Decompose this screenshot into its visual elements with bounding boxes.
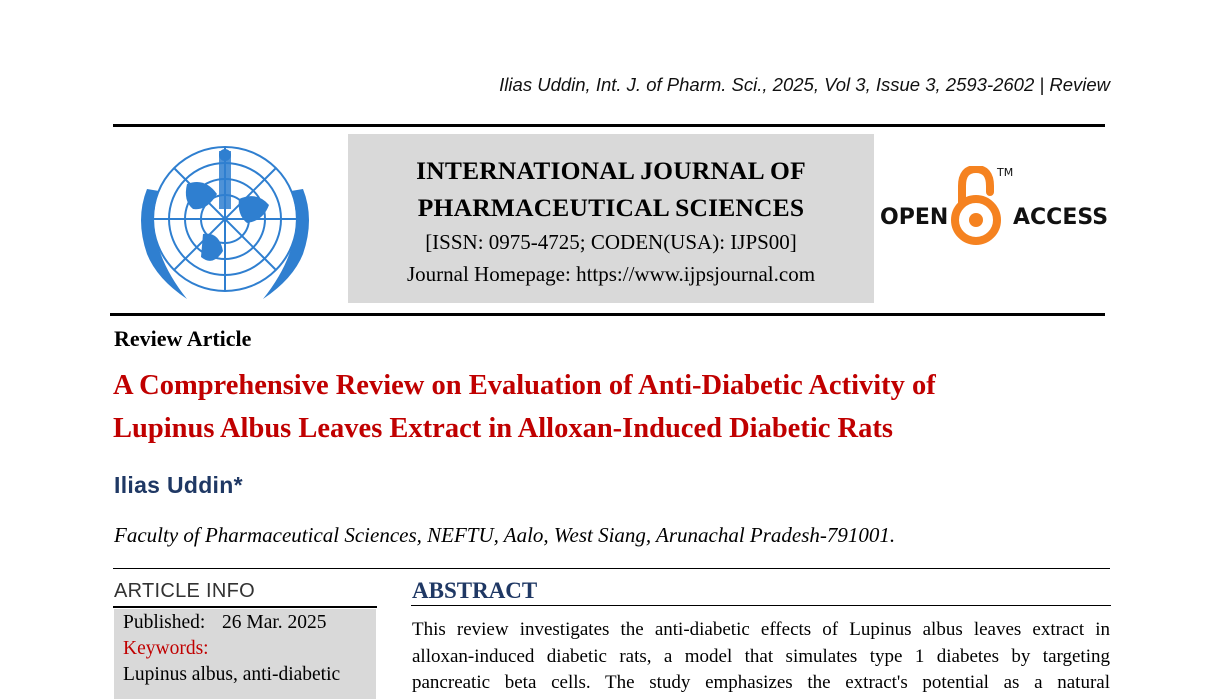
- author-affiliation: Faculty of Pharmaceutical Sciences, NEFTU, Aalo, West Siang, Arunachal Pradesh-791001.: [114, 523, 896, 547]
- article-title-line2: Lupinus Albus Leaves Extract in Alloxan-Induced Diabetic Rats: [113, 413, 893, 444]
- open-access-right-text: ACCESS: [1013, 205, 1109, 230]
- article-info-rule: [113, 606, 377, 608]
- section-divider: [113, 568, 1110, 569]
- abstract-line: pancreatic beta cells. The study emphasizes the extract's potential as a natural: [412, 672, 1110, 693]
- open-lock-icon: [955, 169, 997, 241]
- article-type: Review Article: [114, 326, 252, 351]
- open-access-trademark: TM: [997, 166, 1014, 179]
- un-emblem-logo-icon: [127, 139, 323, 306]
- published-label: Published:: [123, 612, 206, 633]
- keywords-value: Lupinus albus, anti-diabetic: [123, 664, 341, 685]
- article-title: [113, 364, 1093, 450]
- abstract-line: This review investigates the anti-diabetic effects of Lupinus albus leaves extract in: [412, 619, 1110, 640]
- keywords-label: Keywords:: [123, 638, 209, 659]
- journal-name-line1: INTERNATIONAL JOURNAL OF: [416, 156, 806, 185]
- article-info-heading: ARTICLE INFO: [114, 580, 256, 602]
- abstract-rule: [411, 605, 1111, 606]
- published-date: 26 Mar. 2025: [222, 612, 327, 633]
- abstract-line: alloxan-induced diabetic rats, a model that simulates type 1 diabetes by targeting: [412, 645, 1110, 667]
- open-access-left-text: OPEN: [880, 205, 949, 230]
- journal-header-box: [348, 134, 874, 303]
- article-info-box: [114, 609, 376, 699]
- journal-name-line2: PHARMACEUTICAL SCIENCES: [417, 193, 805, 222]
- running-header-citation: Ilias Uddin, Int. J. of Pharm. Sci., 2025, Vol 3, Issue 3, 2593-2602 | Review: [499, 74, 1110, 95]
- published-line: [123, 612, 327, 634]
- journal-name: [348, 152, 874, 226]
- abstract-text: [412, 617, 1110, 697]
- article-title-line1: A Comprehensive Review on Evaluation of Anti-Diabetic Activity of: [113, 370, 936, 401]
- journal-homepage[interactable]: Journal Homepage: https://www.ijpsjournal.com: [406, 262, 816, 286]
- header-top-rule: [113, 124, 1105, 127]
- journal-issn: [ISSN: 0975-4725; CODEN(USA): IJPS00]: [425, 230, 797, 254]
- header-bottom-rule: [110, 313, 1105, 316]
- open-access-logo: [880, 166, 1110, 256]
- author-name[interactable]: Ilias Uddin*: [114, 472, 243, 498]
- abstract-heading: ABSTRACT: [412, 578, 538, 603]
